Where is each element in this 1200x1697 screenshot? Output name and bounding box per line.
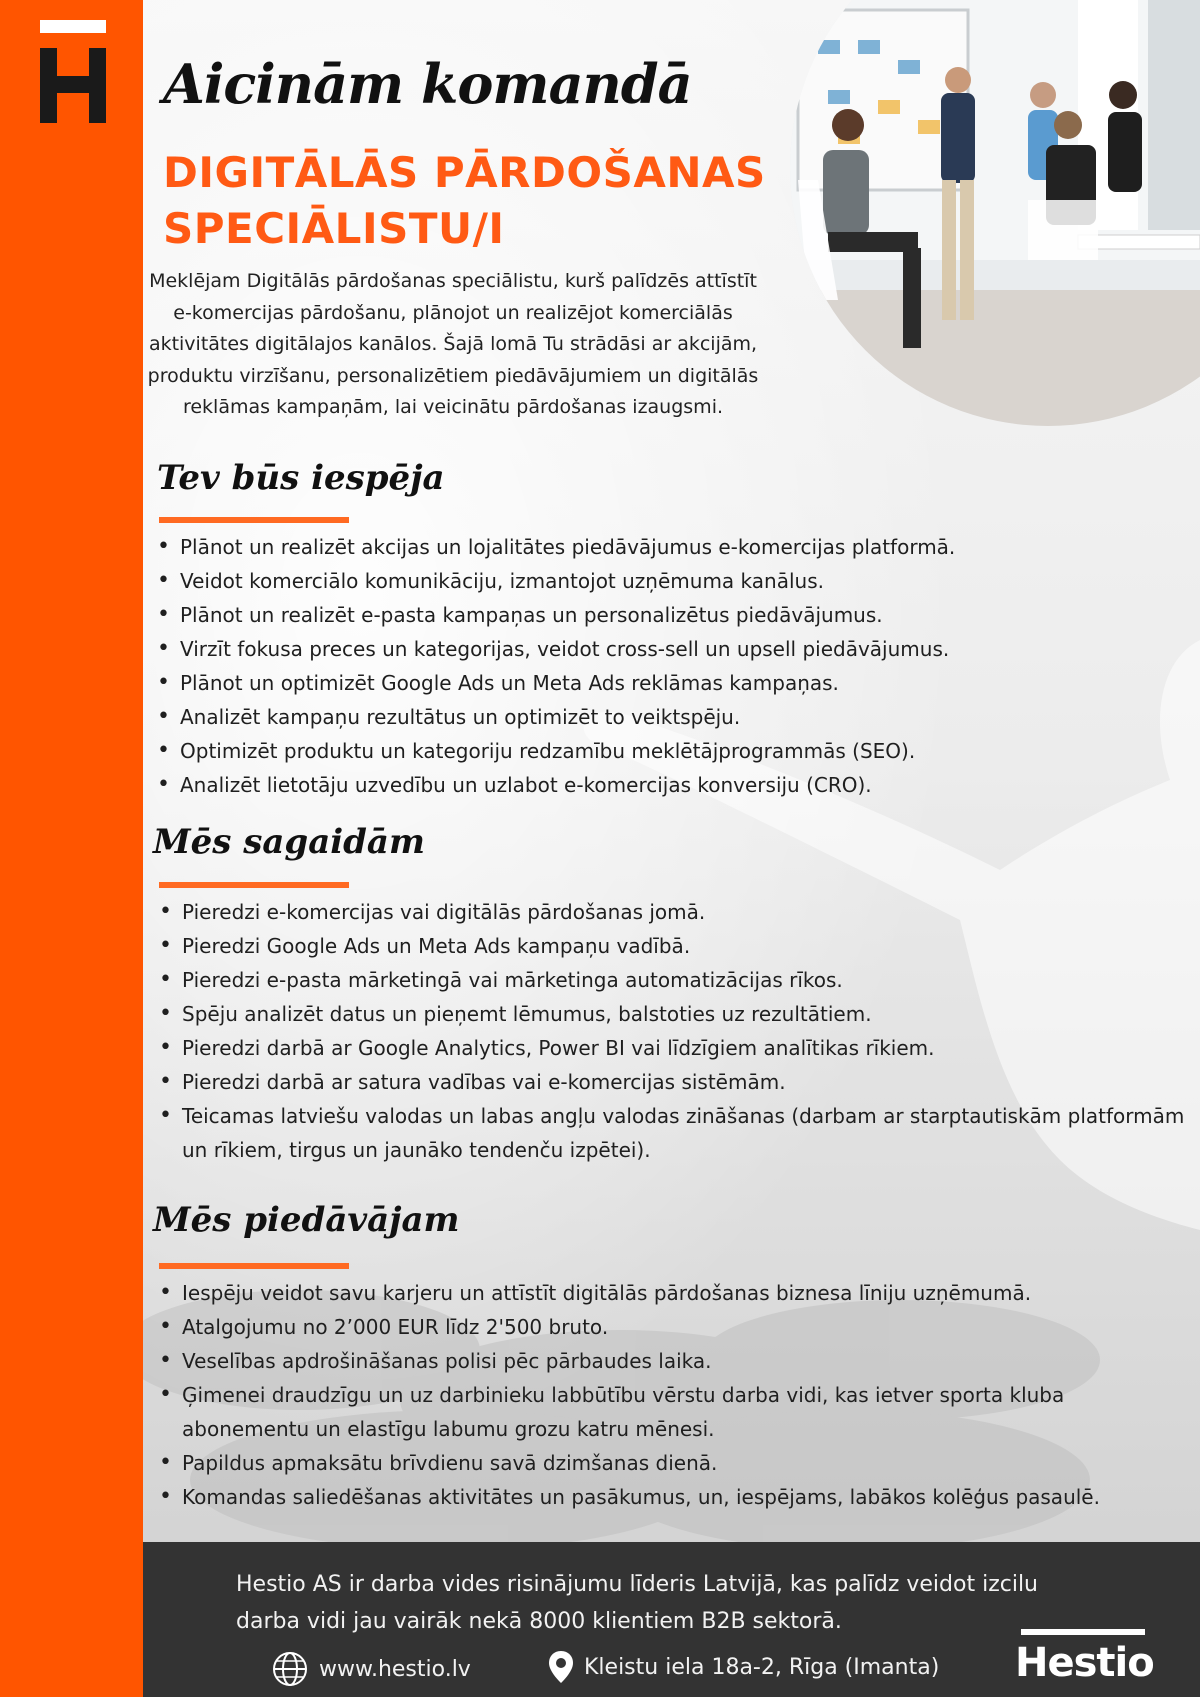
location-pin-icon [548, 1650, 574, 1684]
list-item: • Analizēt lietotāju uzvedību un uzlabot e-komercijas konversiju (CRO). [153, 768, 1193, 802]
company-description [236, 1566, 1096, 1640]
list-item: • Iespēju veidot savu karjeru un attīstīt digitālās pārdošanas biznesa līniju uzņēmumā. [155, 1276, 1195, 1310]
list-item: • Atalgojumu no 2’000 EUR līdz 2'500 bruto. [155, 1310, 1195, 1344]
company-description-line: Hestio AS ir darba vides risinājumu līderis Latvijā, kas palīdz veidot izcilu [236, 1572, 1039, 1597]
invitation-title: Aicinām komandā [163, 52, 692, 116]
hestio-brand-logo: Hestio [1015, 1640, 1154, 1686]
list-item: • Spēju analizēt datus un pieņemt lēmumus, balstoties uz rezultātiem. [155, 997, 1185, 1031]
list-item: • Papildus apmaksātu brīvdienu savā dzimšanas dienā. [155, 1446, 1195, 1480]
list-item: • Pieredzi darbā ar satura vadības vai e-komercijas sistēmām. [155, 1065, 1185, 1099]
list-item: • Ģimenei draudzīgu un uz darbinieku labbūtību vērstu darba vidi, kas ietver sporta kluba abonementu un elastīgu labumu grozu katru mēnesi. [155, 1378, 1195, 1446]
requirements-list [155, 895, 1185, 1167]
offer-list [155, 1276, 1195, 1514]
section-title-requirements: Mēs sagaidām [153, 822, 425, 862]
intro-line: e-komercijas pārdošanu, plānojot un realizējot komerciālās [173, 301, 733, 324]
address-row [548, 1650, 939, 1684]
address-text: Kleistu iela 18a-2, Rīga (Imanta) [584, 1654, 940, 1680]
list-item: • Analizēt kampaņu rezultātus un optimizēt to veiktspēju. [153, 700, 1193, 734]
list-item: • Veidot komerciālo komunikāciju, izmantojot uzņēmuma kanālus. [153, 564, 1193, 598]
list-item: • Teicamas latviešu valodas un labas angļu valodas zināšanas (darbam ar starptautiskām platformām un rīkiem, tirgus un jaunāko tendenču izpētei). [155, 1099, 1185, 1167]
brand-logo-bar [1021, 1629, 1145, 1635]
list-item: • Plānot un realizēt akcijas un lojalitātes piedāvājumus e-komercijas platformā. [153, 530, 1193, 564]
list-item: • Plānot un realizēt e-pasta kampaņas un personalizētus piedāvājumus. [153, 598, 1193, 632]
opportunities-list [153, 530, 1193, 802]
list-item: • Pieredzi e-komercijas vai digitālās pārdošanas jomā. [155, 895, 1185, 929]
intro-line: aktivitātes digitālajos kanālos. Šajā lomā Tu strādāsi ar akcijām, [148, 333, 758, 355]
intro-line: produktu virzīšanu, personalizētiem piedāvājumiem un digitālās [147, 364, 759, 387]
list-item: • Pieredzi e-pasta mārketingā vai mārketinga automatizācijas rīkos. [155, 963, 1185, 997]
job-role-line-2: SPECIĀLISTU/I [163, 204, 505, 253]
website-row [271, 1650, 471, 1688]
section-title-offer: Mēs piedāvājam [153, 1200, 460, 1240]
company-description-line: darba vidi jau vairāk nekā 8000 klientiem B2B sektorā. [236, 1609, 842, 1634]
list-item: • Virzīt fokusa preces un kategorijas, veidot cross-sell un upsell piedāvājumus. [153, 632, 1193, 666]
website-link[interactable]: www.hestio.lv [319, 1656, 471, 1682]
job-role-title [163, 145, 766, 257]
intro-paragraph [143, 266, 763, 424]
list-item: • Komandas saliedēšanas aktivitātes un pasākumus, un, iespējams, labākos kolēģus pasaulē. [155, 1480, 1195, 1514]
intro-line: reklāmas kampaņām, lai veicinātu pārdošanas izaugsmi. [182, 396, 724, 418]
list-item: • Plānot un optimizēt Google Ads un Meta Ads reklāmas kampaņas. [153, 666, 1193, 700]
hestio-h-logo [40, 20, 106, 123]
section-underline [159, 517, 349, 523]
list-item: • Pieredzi Google Ads un Meta Ads kampaņu vadībā. [155, 929, 1185, 963]
list-item: • Veselības apdrošināšanas polisi pēc pārbaudes laika. [155, 1344, 1195, 1378]
section-underline [159, 1263, 349, 1269]
company-footer [143, 1542, 1200, 1697]
job-role-line-1: DIGITĀLĀS PĀRDOŠANAS [163, 148, 766, 197]
section-title-opportunities: Tev būs iespēja [157, 458, 445, 498]
section-underline [159, 882, 349, 888]
globe-icon [271, 1650, 309, 1688]
orange-sidebar [0, 0, 143, 1697]
main-content [143, 0, 1200, 1697]
list-item: • Optimizēt produktu un kategoriju redzamību meklētājprogrammās (SEO). [153, 734, 1193, 768]
intro-line: Meklējam Digitālās pārdošanas speciālistu, kurš palīdzēs attīstīt [149, 270, 757, 292]
list-item: • Pieredzi darbā ar Google Analytics, Power BI vai līdzīgiem analītikas rīkiem. [155, 1031, 1185, 1065]
